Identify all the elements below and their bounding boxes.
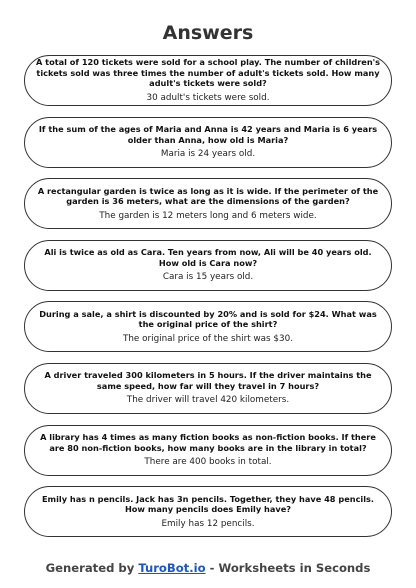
answer-card — [24, 425, 392, 476]
question-text: Emily has n pencils. Jack has 3n pencils. Together, they have 48 pencils. How many pencils does Emily have? — [41, 493, 375, 515]
answer-card — [24, 486, 392, 537]
answer-card — [24, 363, 392, 414]
question-text: Ali is twice as old as Cara. Ten years from now, Ali will be 40 years old. How old is Cara now? — [44, 247, 372, 268]
answer-card — [24, 178, 392, 229]
question-text: A rectangular garden is twice as long as it is wide. If the perimeter of the garden is 36 meters, what are the dimensions of the garden? — [37, 185, 379, 207]
answer-card — [24, 240, 392, 291]
page-title: Answers — [162, 22, 254, 44]
question-text: A total of 120 tickets were sold for a school play. The number of children's tickets sold was three times the number of adult's tickets sold. How many adult's tickets were sold? — [35, 57, 381, 89]
answer-text: Emily has 12 pencils. — [161, 518, 255, 529]
question-text: During a sale, a shirt is discounted by 20% and is sold for $24. What was the original price of the shirt? — [39, 308, 377, 330]
question-text: If the sum of the ages of Maria and Anna is 42 years and Maria is 6 years older than Anna, how old is Maria? — [38, 124, 378, 145]
question-text: A library has 4 times as many fiction books as non-fiction books. If there are 80 non-fiction books, how many books are in the library in total? — [40, 432, 376, 453]
answer-list — [24, 55, 392, 548]
answer-card — [24, 117, 392, 168]
footer — [0, 561, 416, 575]
answer-text: The garden is 12 meters long and 6 meters wide. — [99, 210, 317, 221]
question-text: A driver traveled 300 kilometers in 5 hours. If the driver maintains the same speed, how far will they travel in 7 hours? — [44, 370, 372, 391]
answer-text: The original price of the shirt was $30. — [122, 333, 294, 344]
answer-text: Cara is 15 years old. — [162, 272, 254, 283]
answer-text: 30 adult's tickets were sold. — [146, 92, 270, 103]
answer-text: There are 400 books in total. — [144, 457, 272, 468]
answer-card — [24, 301, 392, 352]
turobot-link[interactable]: TuroBot.io — [138, 561, 206, 575]
answer-text: Maria is 24 years old. — [160, 149, 256, 160]
answer-card — [24, 55, 392, 106]
answer-text: The driver will travel 420 kilometers. — [126, 395, 290, 406]
footer-prefix: Generated by — [45, 561, 139, 575]
footer-suffix: - Worksheets in Seconds — [205, 561, 371, 575]
